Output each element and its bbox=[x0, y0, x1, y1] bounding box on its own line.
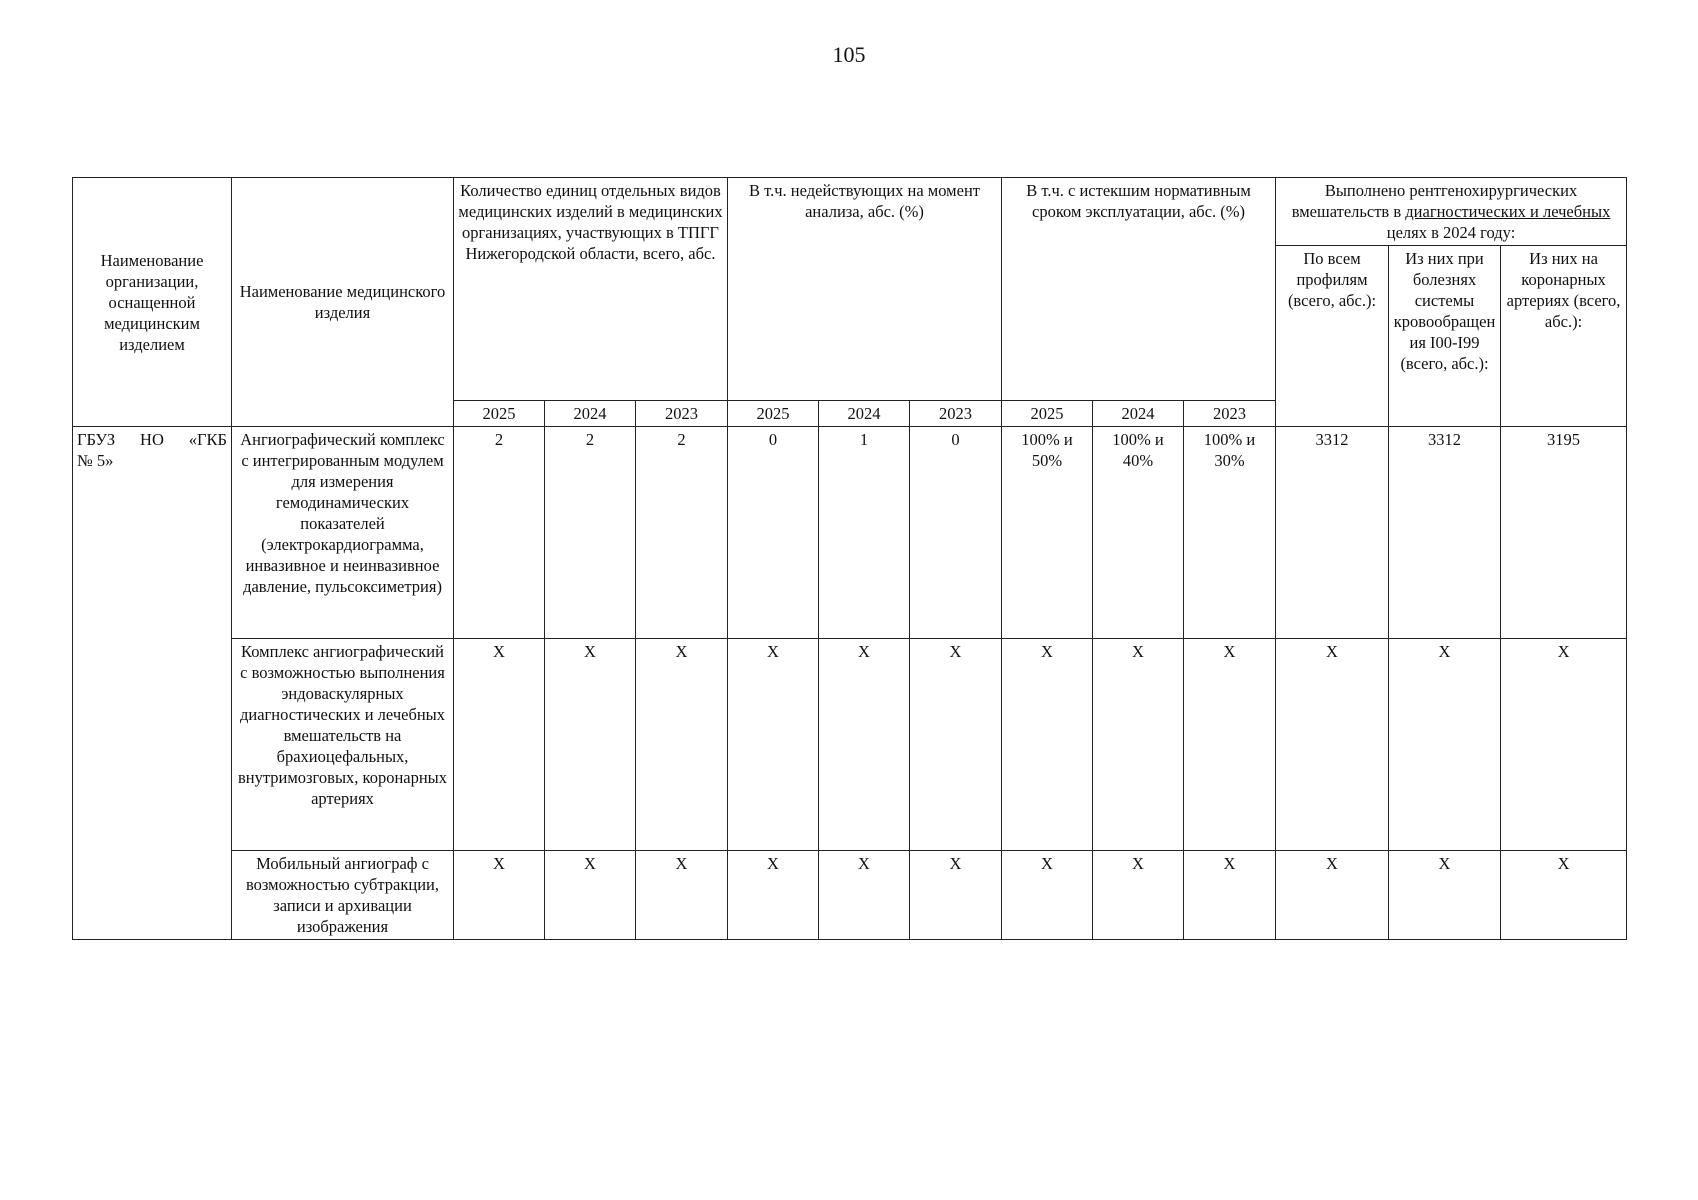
value-cell: X bbox=[1389, 639, 1501, 851]
header-proc-all: По всем профилям (всего, абс.): bbox=[1276, 246, 1389, 427]
value-cell: X bbox=[1389, 851, 1501, 940]
year-header: 2024 bbox=[1093, 401, 1184, 427]
year-header: 2023 bbox=[636, 401, 728, 427]
value-cell: 2 bbox=[454, 427, 545, 639]
value-cell: X bbox=[728, 639, 819, 851]
header-org: Наименование организации, оснащенной медицинским изделием bbox=[73, 178, 232, 427]
value-cell: 2 bbox=[636, 427, 728, 639]
org-name-line-2: № 5» bbox=[77, 451, 114, 470]
value-cell: X bbox=[1002, 639, 1093, 851]
value-cell: X bbox=[545, 639, 636, 851]
value-cell: X bbox=[1501, 639, 1627, 851]
value-cell: X bbox=[454, 851, 545, 940]
value-cell: X bbox=[1002, 851, 1093, 940]
header-proc-coronary: Из них на коронарных артериях (всего, абс.): bbox=[1501, 246, 1627, 427]
header-proc-circ: Из них при болезнях системы кровообращения I00-I99 (всего, абс.): bbox=[1389, 246, 1501, 427]
value-cell: 2 bbox=[545, 427, 636, 639]
year-header: 2024 bbox=[545, 401, 636, 427]
value-cell: X bbox=[910, 639, 1002, 851]
header-procedures-prefix: Выполнено рентгенохирургических вмешательств в bbox=[1291, 181, 1578, 221]
value-cell: X bbox=[819, 639, 910, 851]
value-cell: X bbox=[819, 851, 910, 940]
year-header: 2024 bbox=[819, 401, 910, 427]
value-cell: X bbox=[1093, 851, 1184, 940]
header-quantity: Количество единиц отдельных видов медицинских изделий в медицинских организациях, участвующих в ТПГГ Нижегородской области, всего, абс. bbox=[454, 178, 728, 401]
header-procedures-suffix: целях в 2024 году: bbox=[1386, 223, 1516, 242]
value-cell: 0 bbox=[910, 427, 1002, 639]
value-cell: X bbox=[1276, 851, 1389, 940]
value-cell: 3312 bbox=[1276, 427, 1389, 639]
page-number: 105 bbox=[832, 42, 866, 67]
org-name-continued bbox=[73, 639, 232, 851]
header-row-1 bbox=[73, 178, 1627, 246]
org-name-continued bbox=[73, 851, 232, 940]
year-header: 2025 bbox=[454, 401, 545, 427]
table-row bbox=[73, 639, 1627, 851]
table-row bbox=[73, 427, 1627, 639]
year-header: 2023 bbox=[1184, 401, 1276, 427]
value-cell: X bbox=[636, 851, 728, 940]
header-expired: В т.ч. с истекшим нормативным сроком эксплуатации, абс. (%) bbox=[1002, 178, 1276, 401]
value-cell: X bbox=[1093, 639, 1184, 851]
value-cell: 3195 bbox=[1501, 427, 1627, 639]
device-name-cell: Мобильный ангиограф с возможностью субтракции, записи и архивации изображения bbox=[232, 851, 454, 940]
value-cell: X bbox=[728, 851, 819, 940]
value-cell: X bbox=[545, 851, 636, 940]
value-cell: X bbox=[1276, 639, 1389, 851]
org-name-line-1: ГБУЗ НО «ГКБ bbox=[77, 430, 227, 449]
value-cell: X bbox=[636, 639, 728, 851]
value-cell: 100% и 30% bbox=[1184, 427, 1276, 639]
device-name-cell: Ангиографический комплекс с интегрированным модулем для измерения гемодинамических показателей (электрокардиограмма, инвазивное и неинвазивное давление, пульсоксиметрия) bbox=[232, 427, 454, 639]
header-inactive: В т.ч. недействующих на момент анализа, абс. (%) bbox=[728, 178, 1002, 401]
value-cell: 0 bbox=[728, 427, 819, 639]
value-cell: 100% и 40% bbox=[1093, 427, 1184, 639]
header-procedures bbox=[1276, 178, 1627, 246]
value-cell: 100% и 50% bbox=[1002, 427, 1093, 639]
value-cell: X bbox=[454, 639, 545, 851]
value-cell: 1 bbox=[819, 427, 910, 639]
header-procedures-underlined: диагностических и лечебных bbox=[1405, 202, 1611, 221]
org-name-cell bbox=[73, 427, 232, 639]
header-device: Наименование медицинского изделия bbox=[232, 178, 454, 427]
value-cell: X bbox=[1184, 851, 1276, 940]
equipment-table bbox=[72, 177, 1627, 940]
value-cell: X bbox=[910, 851, 1002, 940]
device-name-cell: Комплекс ангиографический с возможностью выполнения эндоваскулярных диагностических и лечебных вмешательств на брахиоцефальных, внутримозговых, коронарных артериях bbox=[232, 639, 454, 851]
year-header: 2025 bbox=[1002, 401, 1093, 427]
year-header: 2025 bbox=[728, 401, 819, 427]
value-cell: X bbox=[1501, 851, 1627, 940]
year-header: 2023 bbox=[910, 401, 1002, 427]
value-cell: 3312 bbox=[1389, 427, 1501, 639]
value-cell: X bbox=[1184, 639, 1276, 851]
table-row bbox=[73, 851, 1627, 940]
